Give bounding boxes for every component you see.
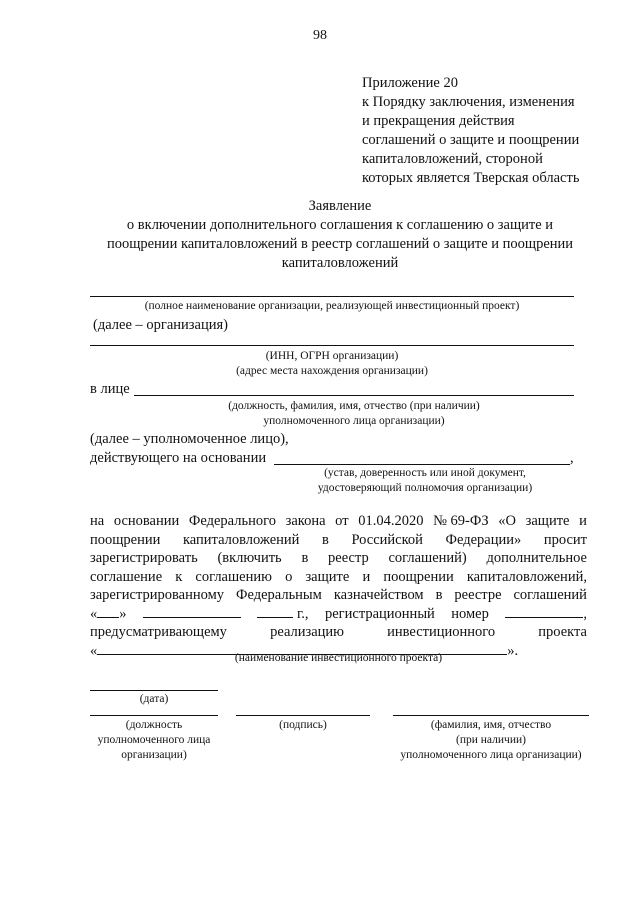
date-caption: (дата): [139, 693, 169, 705]
appendix-line: которых является Тверская область: [362, 170, 580, 186]
statement-paragraph: [90, 512, 587, 660]
page-number: 98: [313, 28, 327, 43]
comma: ,: [570, 450, 574, 466]
appendix-header: [362, 74, 632, 188]
title-line: о включении дополнительного соглашения к соглашению о защите и: [126, 217, 554, 233]
registration-number-field[interactable]: [505, 605, 583, 618]
title-line: капиталовложений: [281, 255, 399, 271]
signer-position-caption: (должность: [125, 719, 183, 731]
doc-caption: (устав, доверенность или иной документ,: [324, 467, 526, 479]
acting-basis-label: действующего на основании: [90, 450, 267, 466]
in-person-label: в лице: [90, 381, 130, 397]
representative-field[interactable]: [134, 395, 574, 396]
paragraph-line: зарегистрированному Федеральным казначейством в реестре соглашений: [90, 587, 587, 603]
paragraph-line: на основании Федерального закона от 01.04.2020 № 69-ФЗ «О защите и: [90, 513, 587, 529]
signature-caption: (подпись): [279, 719, 327, 731]
paragraph-line: « » г., регистрационный номер ,: [90, 605, 587, 622]
hereinafter-rep-label: (далее – уполномоченное лицо),: [90, 431, 289, 447]
signature-field[interactable]: [236, 715, 370, 716]
signer-name-field[interactable]: [393, 715, 589, 716]
paragraph-line: предусматривающему реализацию инвестиционного проекта: [90, 624, 587, 640]
day-field[interactable]: [97, 605, 119, 618]
appendix-line: к Порядку заключения, изменения: [362, 94, 575, 110]
inn-address-field[interactable]: [90, 345, 574, 346]
basis-document-field[interactable]: [274, 464, 570, 465]
paragraph-line: соглашение к соглашению о защите и поощрении капиталовложений,: [90, 568, 587, 585]
year-field[interactable]: [257, 605, 293, 618]
address-caption: (адрес места нахождения организации): [236, 365, 428, 377]
paragraph-line: зарегистрировать (включить в реестр соглашений) дополнительное: [90, 550, 587, 566]
position-caption: уполномоченного лица организации): [263, 415, 445, 427]
project-name-caption: (наименование инвестиционного проекта): [234, 652, 443, 664]
signer-name-caption: (фамилия, имя, отчество: [430, 719, 552, 731]
hereinafter-org-label: (далее – организация): [93, 317, 228, 333]
appendix-line: и прекращения действия: [362, 113, 515, 129]
doc-caption: удостоверяющий полномочия организации): [317, 482, 533, 494]
org-name-field[interactable]: [90, 296, 574, 297]
appendix-line: Приложение 20: [362, 75, 458, 91]
signer-position-caption: уполномоченного лица: [97, 734, 211, 746]
appendix-line: капиталовложений, стороной: [362, 151, 543, 167]
month-field[interactable]: [143, 605, 241, 618]
signer-name-caption: (при наличии): [456, 734, 526, 746]
position-caption: (должность, фамилия, имя, отчество (при наличии): [228, 400, 480, 412]
org-name-caption: (полное наименование организации, реализующей инвестиционный проект): [144, 300, 520, 312]
signer-position-caption: организации): [121, 749, 187, 761]
registration-date-field[interactable]: « »: [90, 605, 127, 622]
title-line: Заявление: [308, 198, 372, 214]
paragraph-line: поощрении капиталовложений в Российской Федерации» просит: [90, 531, 587, 548]
signer-name-caption: уполномоченного лица организации): [400, 749, 582, 761]
document-title: [60, 197, 620, 273]
appendix-line: соглашений о защите и поощрении: [362, 132, 580, 148]
title-line: поощрении капиталовложений в реестр соглашений о защите и поощрении: [106, 236, 574, 252]
date-field[interactable]: [90, 690, 218, 691]
signer-position-field[interactable]: [90, 715, 218, 716]
inn-caption: (ИНН, ОГРН организации): [265, 350, 399, 362]
paragraph-line: « ».: [90, 642, 519, 659]
